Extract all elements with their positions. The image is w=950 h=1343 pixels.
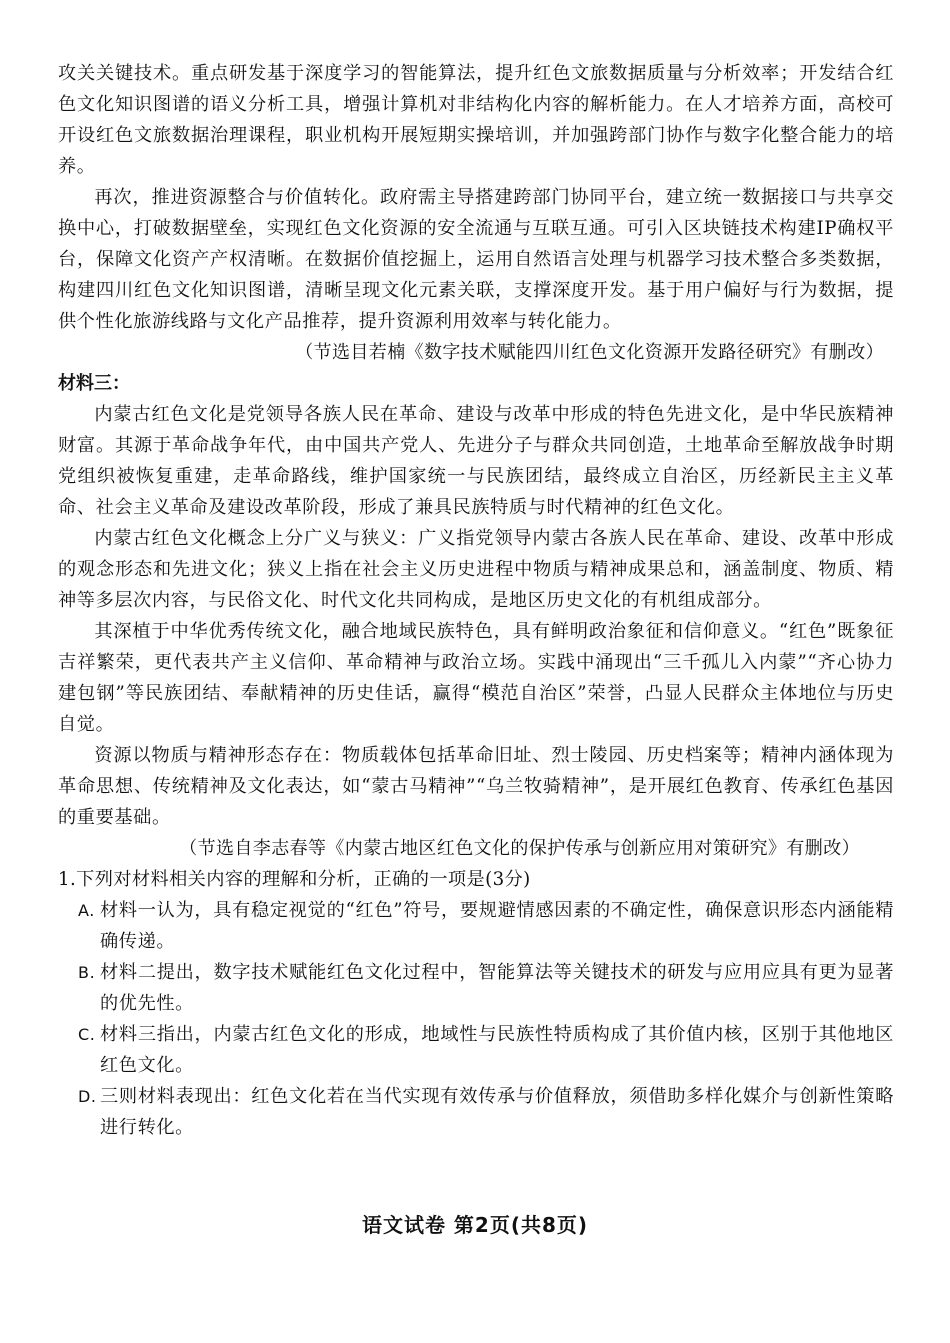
option-key: B. bbox=[78, 963, 96, 982]
option-key: D. bbox=[78, 1087, 97, 1106]
option-key: C. bbox=[78, 1025, 96, 1044]
option-key: A. bbox=[78, 901, 95, 920]
question-1-stem: 1.下列对材料相关内容的理解和分析，正确的一项是(3分) bbox=[58, 869, 531, 890]
material3-paragraph-3: 其深植于中华优秀传统文化，融合地域民族特色，具有鲜明政治象征和信仰意义。“红色”既象征吉祥繁荣，更代表共产主义信仰、革命精神与政治立场。实践中涌现出“三千孤儿入内蒙”“齐心协力建包钢”等民族团结、奉献精神的历史佳话，赢得“模范自治区”荣誉，凸显人民群众主体地位与历史自觉。 bbox=[58, 621, 894, 735]
material3-paragraph-2: 内蒙古红色文化概念上分广义与狭义：广义指党领导内蒙古各族人民在革命、建设、改革中形成的观念形态和先进文化；狭义上指在社会主义历史进程中物质与精神成果总和，涵盖制度、物质、精神等多层次内容，与民俗文化、时代文化共同构成，是地区历史文化的有机组成部分。 bbox=[58, 528, 894, 611]
question-1-option-a bbox=[58, 895, 894, 957]
material2-paragraph-1: 攻关关键技术。重点研发基于深度学习的智能算法，提升红色文旅数据质量与分析效率；开发结合红色文化知识图谱的语义分析工具，增强计算机对非结构化内容的解析能力。在人才培养方面，高校可开设红色文旅数据治理课程，职业机构开展短期实操培训，并加强跨部门协作与数字化整合能力的培养。 bbox=[58, 63, 894, 177]
page-footer: 语文试卷 第2页(共8页) bbox=[361, 1213, 589, 1237]
option-text: 材料二提出，数字技术赋能红色文化过程中，智能算法等关键技术的研发与应用应具有更为显著的优先性。 bbox=[100, 962, 894, 1014]
material2-source: （节选目若楠《数字技术赋能四川红色文化资源开发路径研究》有删改） bbox=[295, 342, 884, 363]
material3-paragraph-1: 内蒙古红色文化是党领导各族人民在革命、建设与改革中形成的特色先进文化，是中华民族精神财富。其源于革命战争年代，由中国共产党人、先进分子与群众共同创造，土地革命至解放战争时期党组织被恢复重建，走革命路线，维护国家统一与民族团结，最终成立自治区，历经新民主主义革命、社会主义革命及建设改革阶段，形成了兼具民族特质与时代精神的红色文化。 bbox=[58, 404, 894, 518]
material2-paragraph-2: 再次，推进资源整合与价值转化。政府需主导搭建跨部门协同平台，建立统一数据接口与共享交换中心，打破数据壁垒，实现红色文化资源的安全流通与互联互通。可引入区块链技术构建IP确权平台，保障文化资产产权清晰。在数据价值挖掘上，运用自然语言处理与机器学习技术整合多类数据，构建四川红色文化知识图谱，清晰呈现文化元素关联，支撑深度开发。基于用户偏好与行为数据，提供个性化旅游线路与文化产品推荐，提升资源利用效率与转化能力。 bbox=[58, 187, 894, 332]
exam-page-content bbox=[58, 58, 894, 1143]
question-1-option-d bbox=[58, 1081, 894, 1143]
option-text: 材料三指出，内蒙古红色文化的形成，地域性与民族性特质构成了其价值内核，区别于其他地区红色文化。 bbox=[100, 1024, 894, 1076]
material3-paragraph-4: 资源以物质与精神形态存在：物质载体包括革命旧址、烈士陵园、历史档案等；精神内涵体现为革命思想、传统精神及文化表达，如“蒙古马精神”“乌兰牧骑精神”，是开展红色教育、传承红色基因的重要基础。 bbox=[58, 745, 894, 828]
option-text: 三则材料表现出：红色文化若在当代实现有效传承与价值释放，须借助多样化媒介与创新性策略进行转化。 bbox=[100, 1086, 894, 1138]
material3-heading: 材料三： bbox=[58, 373, 130, 394]
question-1-option-c bbox=[58, 1019, 894, 1081]
material3-source: （节选自李志春等《内蒙古地区红色文化的保护传承与创新应用对策研究》有删改） bbox=[179, 838, 860, 859]
question-1-option-b bbox=[58, 957, 894, 1019]
option-text: 材料一认为，具有稳定视觉的“红色”符号，要规避情感因素的不确定性，确保意识形态内涵能精确传递。 bbox=[100, 900, 894, 952]
